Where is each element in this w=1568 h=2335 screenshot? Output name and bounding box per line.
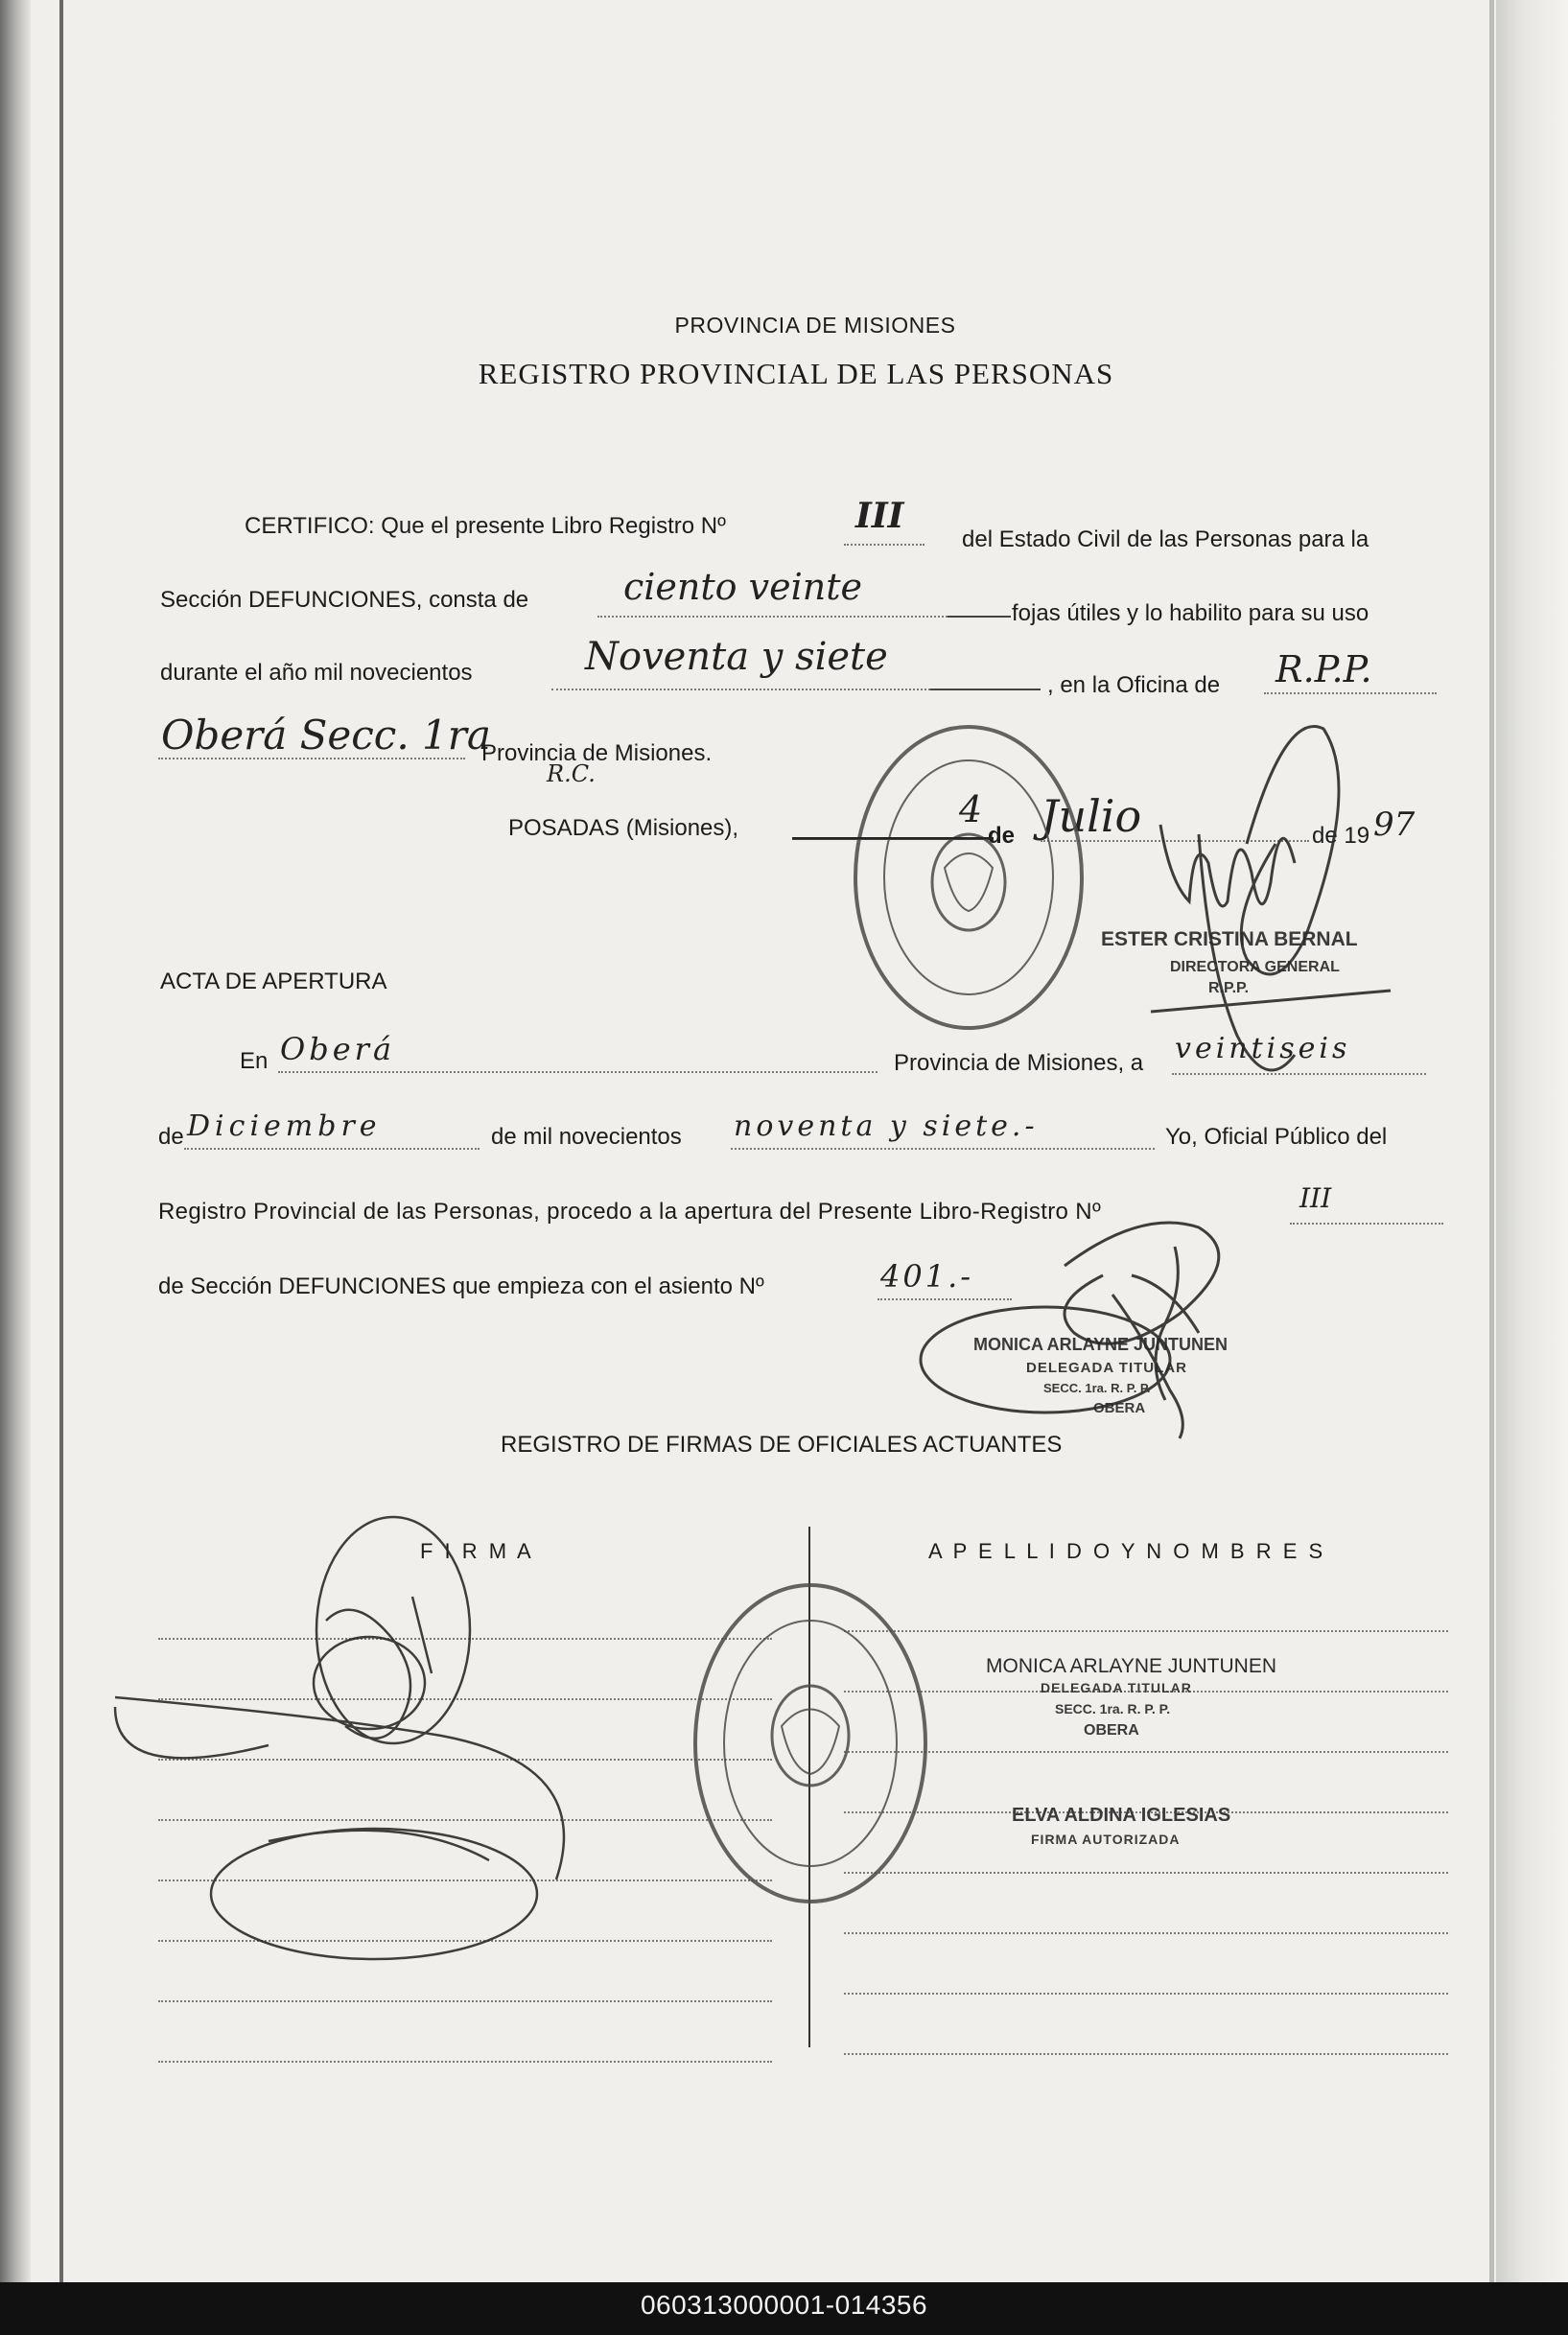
certificate-line1-suffix: del Estado Civil de las Personas para la xyxy=(962,526,1369,552)
apertura-en-label: En xyxy=(240,1048,269,1074)
firmas-title: REGISTRO DE FIRMAS DE OFICIALES ACTUANTES xyxy=(501,1432,1063,1458)
certificate-line2-prefix: Sección DEFUNCIONES, consta de xyxy=(160,587,529,613)
document-id: 060313000001-014356 xyxy=(640,2290,928,2320)
delegate-section: SECC. 1ra. R. P. P. xyxy=(1043,1381,1151,1395)
date-month-handwritten: Julio xyxy=(1041,790,1142,842)
date-day-handwritten: 4 xyxy=(959,788,983,830)
director-title: DIRECTORA GENERAL xyxy=(1170,959,1340,975)
rc-note-handwritten: R.C. xyxy=(547,760,596,787)
director-name: ESTER CRISTINA BERNAL xyxy=(1101,928,1358,950)
apertura-official-label: Yo, Oficial Público del xyxy=(1165,1124,1388,1150)
firmas-col-firma: F I R M A xyxy=(420,1539,534,1563)
officer-signature-firma xyxy=(115,1517,564,1959)
signer1-section: SECC. 1ra. R. P. P. xyxy=(1055,1701,1171,1716)
delegate-signature-apertura xyxy=(921,1223,1219,1438)
signer2-title: FIRMA AUTORIZADA xyxy=(1031,1832,1181,1847)
signer1-name: MONICA ARLAYNE JUNTUNEN xyxy=(986,1655,1276,1677)
delegate-title: DELEGADA TITULAR xyxy=(1026,1360,1187,1376)
registry-oval-seal-top xyxy=(855,727,1082,1028)
firmas-col-nombres: A P E L L I D O Y N O M B R E S xyxy=(928,1539,1326,1563)
certificate-line2-suffix: fojas útiles y lo habilito para su uso xyxy=(1012,600,1369,626)
director-office: R.P.P. xyxy=(1208,980,1250,996)
apertura-year-label: de mil novecientos xyxy=(491,1124,682,1150)
apertura-day-handwritten: veintiseis xyxy=(1175,1032,1351,1065)
fojas-handwritten: ciento veinte xyxy=(623,566,862,608)
place-date-prefix: POSADAS (Misiones), xyxy=(508,815,739,841)
certificate-line3-prefix: durante el año mil novecientos xyxy=(160,660,473,686)
date-year-handwritten: 97 xyxy=(1373,806,1416,844)
apertura-line4: de Sección DEFUNCIONES que empieza con el asiento Nº xyxy=(158,1273,764,1299)
apertura-libro-handwritten: III xyxy=(1299,1182,1332,1214)
oficina-line2-handwritten: Oberá Secc. 1ra xyxy=(161,712,491,759)
apertura-asiento-handwritten: 401.- xyxy=(880,1258,974,1295)
year-handwritten: Noventa y siete xyxy=(585,635,888,679)
registry-oval-seal-bottom xyxy=(695,1585,925,1902)
apertura-province-label: Provincia de Misiones, a xyxy=(894,1050,1144,1076)
date-year-prefix: de 19 xyxy=(1312,823,1370,849)
apertura-year-handwritten: noventa y siete.- xyxy=(734,1109,1039,1143)
libro-number-handwritten: III xyxy=(855,496,904,536)
delegate-place: OBERA xyxy=(1093,1400,1146,1416)
apertura-place-handwritten: Oberá xyxy=(280,1031,396,1067)
delegate-name: MONICA ARLAYNE JUNTUNEN xyxy=(973,1335,1229,1354)
apertura-title: ACTA DE APERTURA xyxy=(160,969,387,994)
province-heading: PROVINCIA DE MISIONES xyxy=(674,313,956,338)
signer1-title: DELEGADA TITULAR xyxy=(1041,1680,1192,1695)
apertura-month-handwritten: Diciembre xyxy=(187,1109,382,1143)
apertura-line3: Registro Provincial de las Personas, procedo a la apertura del Presente Libro-Registro Nº xyxy=(158,1199,1102,1225)
oficina-handwritten: R.P.P. xyxy=(1275,648,1372,690)
signer1-place: OBERA xyxy=(1084,1722,1139,1739)
certificate-line4-suffix: Provincia de Misiones. xyxy=(481,740,713,766)
certificate-line1-prefix: CERTIFICO: Que el presente Libro Registro Nº xyxy=(245,513,726,539)
date-de-label: de xyxy=(988,823,1016,849)
signer2-name: ELVA ALDINA IGLESIAS xyxy=(1012,1805,1231,1826)
director-signature xyxy=(1151,727,1391,1071)
apertura-de-label: de xyxy=(158,1124,184,1150)
registry-heading: REGISTRO PROVINCIAL DE LAS PERSONAS xyxy=(478,357,1114,390)
certificate-line3-suffix: , en la Oficina de xyxy=(1047,672,1221,698)
